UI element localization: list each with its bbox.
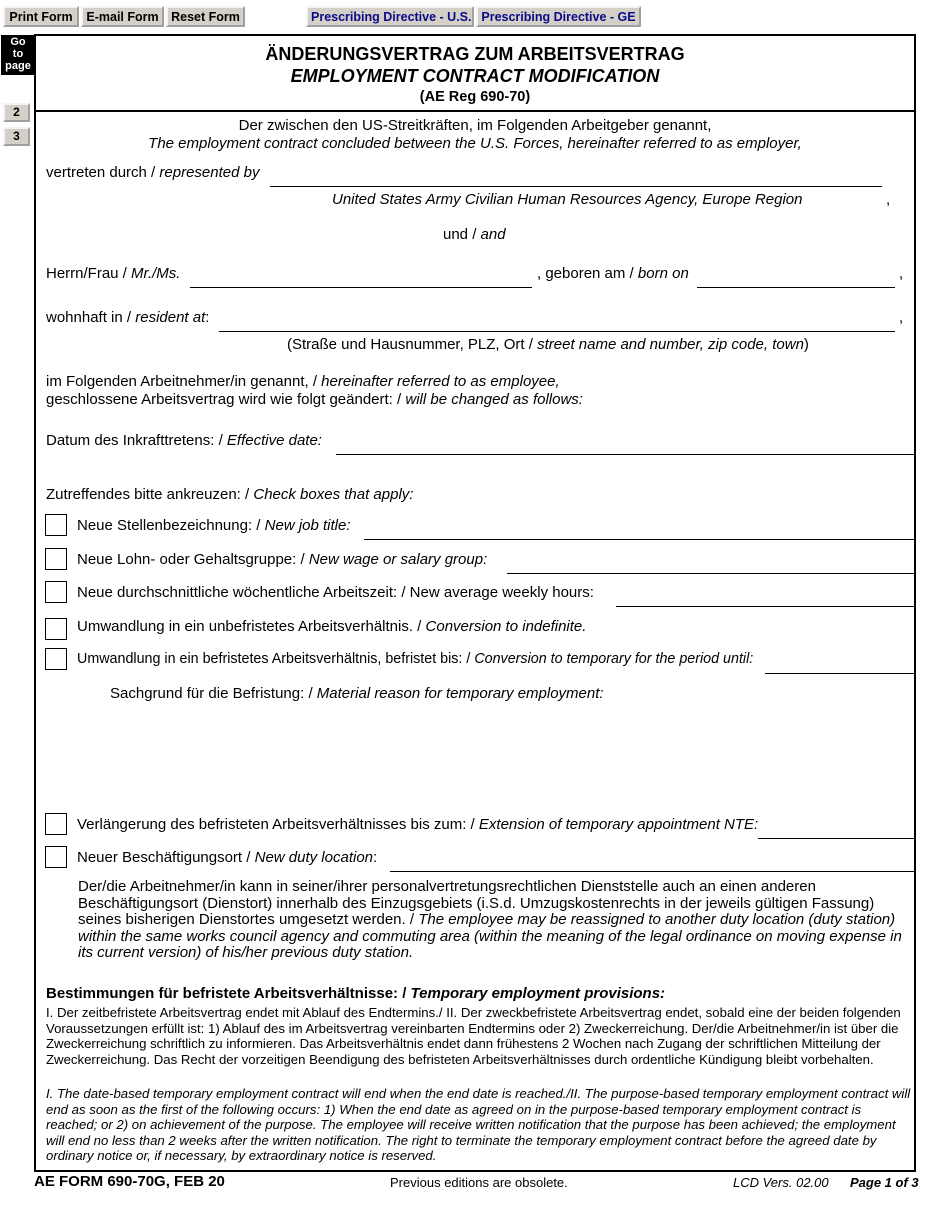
intro-german: Der zwischen den US-Streitkräften, im Folgenden Arbeitgeber genannt, xyxy=(238,117,712,134)
check-boxes-label: Zutreffendes bitte ankreuzen: / Check boxes that apply: xyxy=(46,486,414,503)
new-job-title-field[interactable] xyxy=(364,539,916,540)
residence-hint: (Straße und Hausnummer, PLZ, Ort / street name and number, zip code, town) xyxy=(287,336,809,353)
new-duty-location-field[interactable] xyxy=(390,871,916,872)
residence-comma: , xyxy=(899,309,904,326)
and-label: und / and xyxy=(443,226,506,243)
person-comma: , xyxy=(899,265,904,282)
employee-name-label: Herrn/Frau / Mr./Ms. xyxy=(46,265,181,282)
residence-field[interactable] xyxy=(219,331,895,332)
header-divider xyxy=(34,110,916,112)
page-number: Page 1 of 3 xyxy=(850,1175,919,1190)
go-to-page-2-button[interactable]: 2 xyxy=(3,103,30,122)
conversion-indefinite-label: Umwandlung in ein unbefristetes Arbeitsverhältnis. / Conversion to indefinite. xyxy=(77,618,587,635)
conversion-indefinite-checkbox[interactable] xyxy=(45,618,67,640)
obsolete-notice: Previous editions are obsolete. xyxy=(390,1175,568,1190)
weekly-hours-field[interactable] xyxy=(616,606,916,607)
represented-by-value: United States Army Civilian Human Resources Agency, Europe Region xyxy=(332,191,803,208)
new-wage-group-label: Neue Lohn- oder Gehaltsgruppe: / New wage or salary group: xyxy=(77,551,488,568)
form-number: AE FORM 690-70G, FEB 20 xyxy=(34,1173,225,1190)
title-english: EMPLOYMENT CONTRACT MODIFICATION xyxy=(290,66,660,86)
born-on-label: , geboren am / born on xyxy=(537,265,689,282)
conversion-temporary-checkbox[interactable] xyxy=(45,648,67,670)
new-job-title-checkbox[interactable] xyxy=(45,514,67,536)
extension-label: Verlängerung des befristeten Arbeitsverhältnisses bis zum: / Extension of temporary appointment NTE: xyxy=(77,816,759,833)
conversion-temporary-label: Umwandlung in ein befristetes Arbeitsverhältnis, befristet bis: / Conversion to temporary for the period until: xyxy=(77,651,754,667)
weekly-hours-checkbox[interactable] xyxy=(45,581,67,603)
provisions-text-german: I. Der zeitbefristete Arbeitsvertrag endet mit Ablauf des Endtermins./ II. Der zweckbefristete Arbeitsvertrag endet, sobald eine der beiden folgenden Voraussetzungen erfüllt ist: 1) Ablauf des im Arbeitsvertrag vereinbarten Endtermins oder 2) Zweckerreichung. Der/die Arbeitnehmer/in ist über die Zweckerreichung schriftlich zu informieren. Das Arbeitsverhältnis endet dann frühestens 2 Wochen nach Zugang der schriftlichen Mitteilung der Zweckerreichung. Das Recht der vorzeitigen Beendigung des befristeten Arbeitsverhältnisses durch ordentliche Kündigung bleibt vorbehalten. xyxy=(46,1005,901,1067)
version-label: LCD Vers. 02.00 xyxy=(733,1175,829,1190)
birth-date-field[interactable] xyxy=(697,287,895,288)
prescribing-directive-us-button[interactable]: Prescribing Directive - U.S. xyxy=(306,6,474,27)
email-form-button[interactable]: E-mail Form xyxy=(81,6,164,27)
provisions-text-english: I. The date-based temporary employment contract will end when the end date is reached./II. The purpose-based temporary employment contract will end as soon as the first of the following occurs: 1) When the end date as agreed on in the purpose-based temporary employment contract is reached; or 2) on achievement of the purpose. The employee will receive written notification that the purpose has been achieved; the employment will end no less than 2 weeks after the written notification. The right to terminate the temporary employment contract before the agreed date by ordinary notice or, if necessary, by extraordinary notice is reserved. xyxy=(46,1086,911,1163)
represented-by-label: vertreten durch / represented by xyxy=(46,164,260,181)
temporary-until-field[interactable] xyxy=(765,673,916,674)
go-to-page-word-3: page xyxy=(5,60,31,72)
provisions-heading: Bestimmungen für befristete Arbeitsverhältnisse: / Temporary employment provisions: xyxy=(46,985,666,1002)
material-reason-label: Sachgrund für die Befristung: / Material reason for temporary employment: xyxy=(110,685,604,702)
weekly-hours-label: Neue durchschnittliche wöchentliche Arbeitszeit: / New average weekly hours: xyxy=(77,584,594,601)
new-duty-location-checkbox[interactable] xyxy=(45,846,67,868)
reassignment-paragraph: Der/die Arbeitnehmer/in kann in seiner/ihrer personalvertretungsrechtlichen Dienststelle auch an einen anderen Beschäftigungsort (Dienstort) innerhalb des Einzugsgebiets (i.S.d. Umzugskostenrechts in der jeweils gültigen Fassung) seines bisherigen Dienstortes umgesetzt werden. / The employee may be reassigned to another duty location (duty station) within the same works council agency and commuting area (within the meaning of the legal ordinance on moving expense in its current version) of his/her previous duty station. xyxy=(78,878,902,961)
employee-line-1: im Folgenden Arbeitnehmer/in genannt, / hereinafter referred to as employee, xyxy=(46,373,560,390)
go-to-page-word-2: to xyxy=(12,48,24,60)
go-to-page-label xyxy=(1,35,35,75)
title-german: ÄNDERUNGSVERTRAG ZUM ARBEITSVERTRAG xyxy=(265,44,685,64)
extension-field[interactable] xyxy=(758,838,916,839)
go-to-page-3-button[interactable]: 3 xyxy=(3,127,30,146)
go-to-page-word-1: Go xyxy=(10,36,26,48)
reset-form-button[interactable]: Reset Form xyxy=(166,6,245,27)
regulation-reference: (AE Reg 690-70) xyxy=(419,89,531,105)
effective-date-field[interactable] xyxy=(336,454,916,455)
intro-english: The employment contract concluded between the U.S. Forces, hereinafter referred to as employer, xyxy=(148,135,802,152)
represented-by-comma: , xyxy=(886,191,891,208)
new-duty-location-label: Neuer Beschäftigungsort / New duty location: xyxy=(77,849,378,866)
effective-date-label: Datum des Inkrafttretens: / Effective date: xyxy=(46,432,322,449)
print-form-button[interactable]: Print Form xyxy=(3,6,79,27)
prescribing-directive-ge-button[interactable]: Prescribing Directive - GE xyxy=(476,6,641,27)
represented-by-line xyxy=(270,186,882,187)
new-wage-group-field[interactable] xyxy=(507,573,916,574)
employee-line-2: geschlossene Arbeitsvertrag wird wie folgt geändert: / will be changed as follows: xyxy=(46,391,583,408)
employee-name-field[interactable] xyxy=(190,287,532,288)
resident-at-label: wohnhaft in / resident at: xyxy=(46,309,210,326)
new-job-title-label: Neue Stellenbezeichnung: / New job title: xyxy=(77,517,351,534)
extension-checkbox[interactable] xyxy=(45,813,67,835)
new-wage-group-checkbox[interactable] xyxy=(45,548,67,570)
